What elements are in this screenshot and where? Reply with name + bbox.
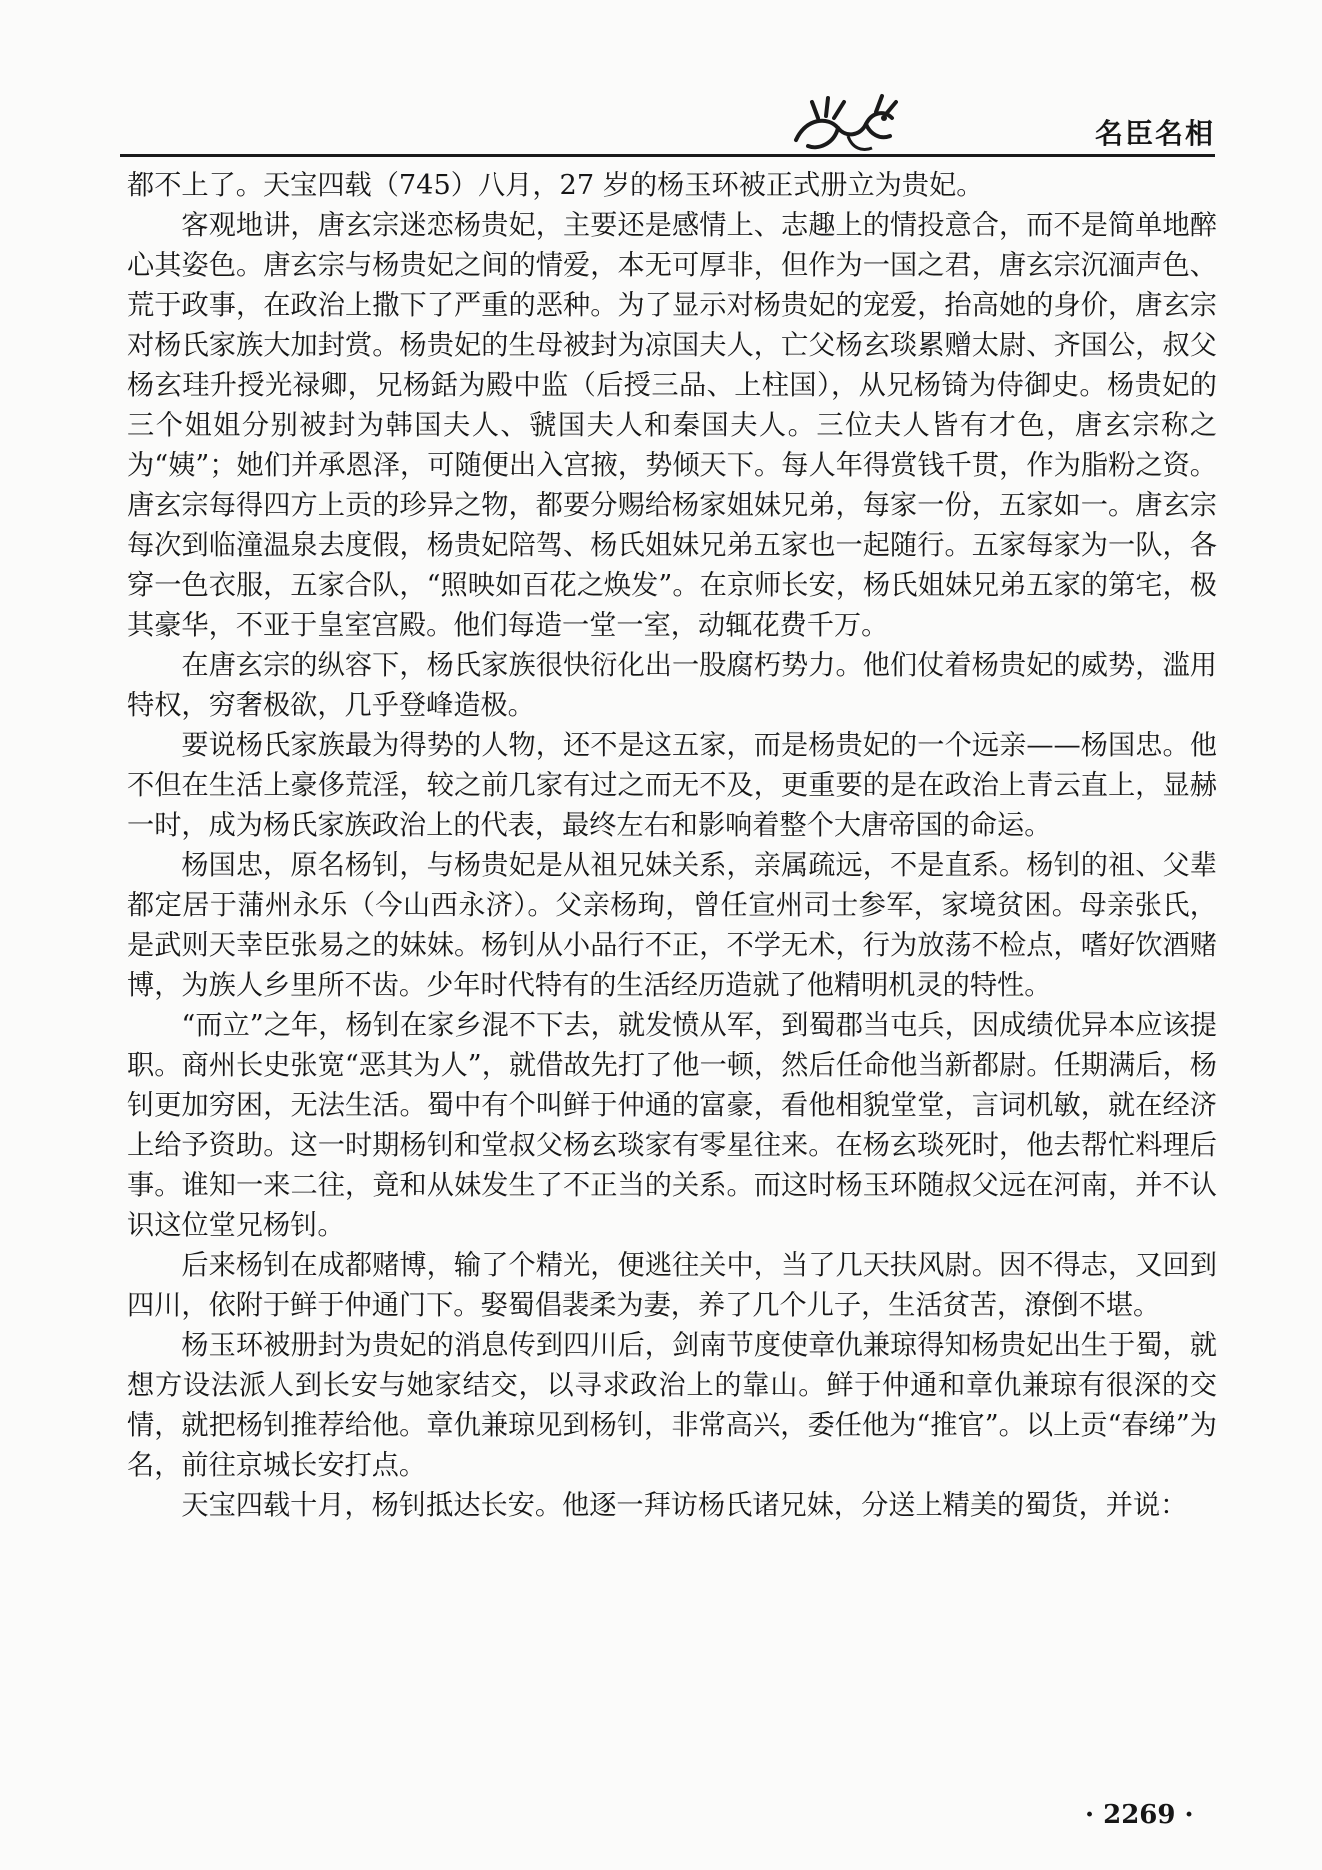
running-header xyxy=(120,88,1215,164)
paragraph: 杨国忠，原名杨钊，与杨贵妃是从祖兄妹关系，亲属疏远，不是直系。杨钊的祖、父辈都定居于蒲州永乐（今山西永济）。父亲杨珣，曾任宣州司士参军，家境贫困。母亲张氏，是武则天幸臣张易之的妹妹。杨钊从小品行不正，不学无术，行为放荡不检点，嗜好饮酒赌博，为族人乡里所不齿。少年时代特有的生活经历造就了他精明机灵的特性。 xyxy=(127,850,1217,1001)
paragraph: “而立”之年，杨钊在家乡混不下去，就发愤从军，到蜀郡当屯兵，因成绩优异本应该提职。商州长史张宽“恶其为人”，就借故先打了他一顿，然后任命他当新都尉。任期满后，杨钊更加穷困，无法生活。蜀中有个叫鲜于仲通的富豪，看他相貌堂堂，言词机敏，就在经济上给予资助。这一时期杨钊和堂叔父杨玄琰家有零星往来。在杨玄琰死时，他去帮忙料理后事。谁知一来二往，竟和从妹发生了不正当的关系。而这时杨玉环随叔父远在河南，并不认识这位堂兄杨钊。 xyxy=(127,1010,1217,1241)
paragraph: 客观地讲，唐玄宗迷恋杨贵妃，主要还是感情上、志趣上的情投意合，而不是简单地醉心其姿色。唐玄宗与杨贵妃之间的情爱，本无可厚非，但作为一国之君，唐玄宗沉湎声色、荒于政事，在政治上撒下了严重的恶种。为了显示对杨贵妃的宠爱，抬高她的身价，唐玄宗对杨氏家族大加封赏。杨贵妃的生母被封为凉国夫人，亡父杨玄琰累赠太尉、齐国公，叔父杨玄珪升授光禄卿，兄杨銛为殿中监（后授三品、上柱国），从兄杨锜为侍御史。杨贵妃的三个姐姐分别被封为韩国夫人、虢国夫人和秦国夫人。三位夫人皆有才色，唐玄宗称之为“姨”；她们并承恩泽，可随便出入宫掖，势倾天下。每人年得赏钱千贯，作为脂粉之资。唐玄宗每得四方上贡的珍异之物，都要分赐给杨家姐妹兄弟，每家一份，五家如一。唐玄宗每次到临潼温泉去度假，杨贵妃陪驾、杨氏姐妹兄弟五家也一起随行。五家每家为一队，各穿一色衣服，五家合队，“照映如百花之焕发”。在京师长安，杨氏姐妹兄弟五家的第宅，极其豪华，不亚于皇室宫殿。他们每造一堂一室，动辄花费千万。 xyxy=(127,210,1217,641)
header-rule xyxy=(120,154,1215,157)
paragraph: 都不上了。天宝四载（745）八月，27 岁的杨玉环被正式册立为贵妃。 xyxy=(127,170,984,201)
paragraph: 在唐玄宗的纵容下，杨氏家族很快衍化出一股腐朽势力。他们仗着杨贵妃的威势，滥用特权，穷奢极欲，几乎登峰造极。 xyxy=(127,650,1217,721)
dragon-emblem-icon xyxy=(788,88,898,158)
paragraph: 天宝四载十月，杨钊抵达长安。他逐一拜访杨氏诸兄妹，分送上精美的蜀货，并说： xyxy=(181,1490,1188,1521)
page-number: · 2269 · xyxy=(1085,1800,1194,1830)
paragraph: 后来杨钊在成都赌博，输了个精光，便逃往关中，当了几天扶风尉。因不得志，又回到四川，依附于鲜于仲通门下。娶蜀倡裴柔为妻，养了几个儿子，生活贫苦，潦倒不堪。 xyxy=(127,1250,1217,1321)
paragraph: 杨玉环被册封为贵妃的消息传到四川后，剑南节度使章仇兼琼得知杨贵妃出生于蜀，就想方设法派人到长安与她家结交，以寻求政治上的靠山。鲜于仲通和章仇兼琼有很深的交情，就把杨钊推荐给他。章仇兼琼见到杨钊，非常高兴，委任他为“推官”。以上贡“春绨”为名，前往京城长安打点。 xyxy=(127,1330,1217,1481)
body-text xyxy=(127,166,1217,1526)
section-title: 名臣名相 xyxy=(1094,117,1215,150)
paragraph: 要说杨氏家族最为得势的人物，还不是这五家，而是杨贵妃的一个远亲——杨国忠。他不但在生活上豪侈荒淫，较之前几家有过之而无不及，更重要的是在政治上青云直上，显赫一时，成为杨氏家族政治上的代表，最终左右和影响着整个大唐帝国的命运。 xyxy=(127,730,1217,841)
